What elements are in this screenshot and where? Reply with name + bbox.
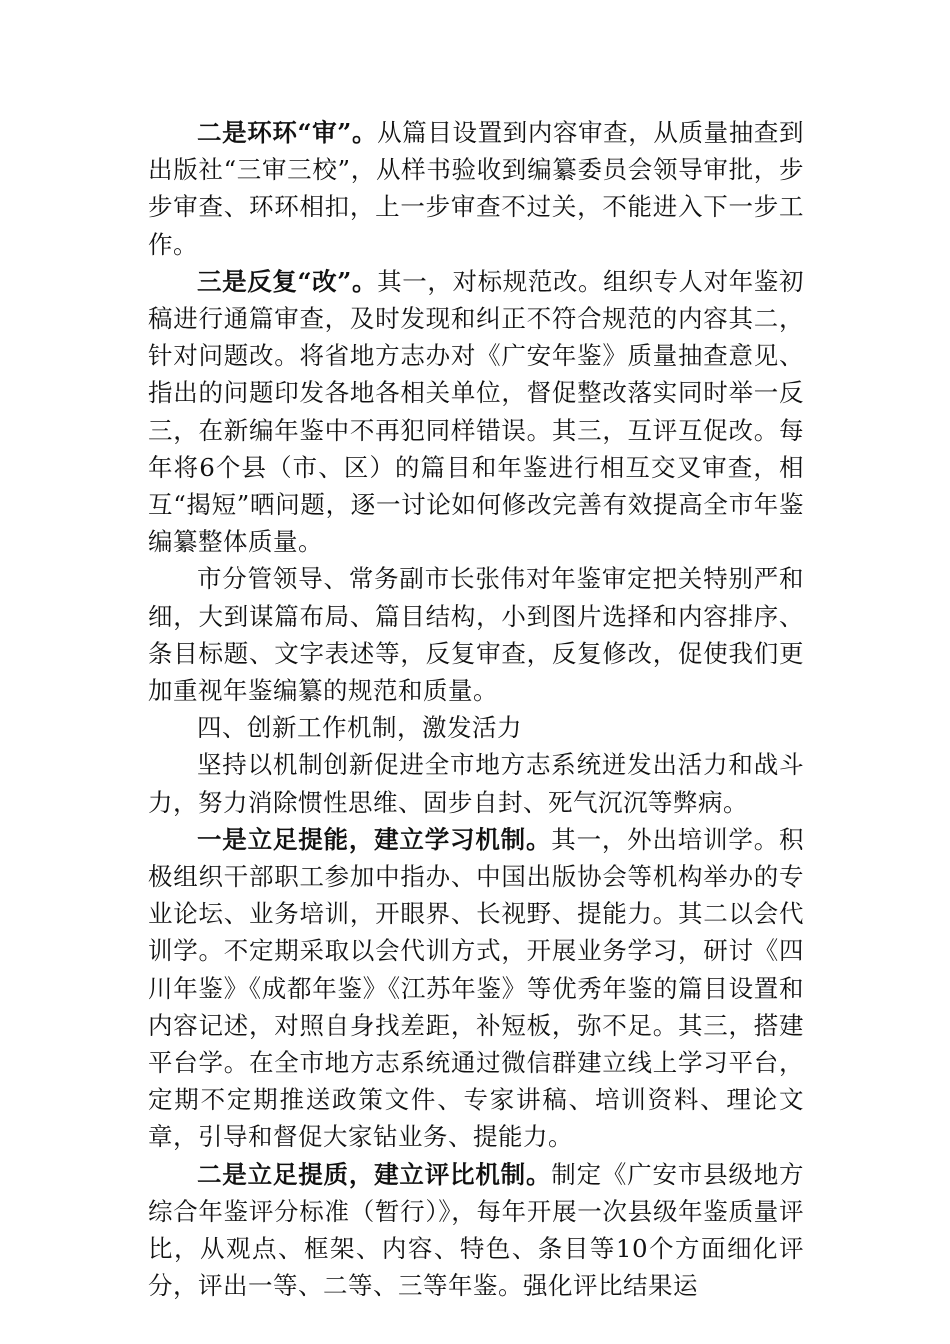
paragraph-lead: 三是反复“改”。: [197, 266, 378, 296]
paragraph-evaluation-mechanism: [148, 1156, 804, 1305]
paragraph-text: 市分管领导、常务副市长张伟对年鉴审定把关特别严和细，大到谋篇布局、篇目结构，小到图片选择和内容排序、条目标题、文字表述等，反复审查，反复修改，促使我们更加重视年鉴编纂的规范和质量。: [148, 564, 804, 706]
paragraph-text: 从篇目设置到内容审查，从质量抽查到出版社“三审三校”，从样书验收到编纂委员会领导审批，步步审查、环环相扣，上一步审查不过关，不能进入下一步工作。: [148, 118, 804, 259]
paragraph-review-stages: [148, 114, 804, 263]
paragraph-lead: 二是立足提质，建立评比机制。: [197, 1159, 552, 1189]
paragraph-lead: 一是立足提能，建立学习机制。: [197, 824, 552, 854]
paragraph-text: 制定《广安市县级地方综合年鉴评分标准（暂行）》，每年开展一次县级年鉴质量评比，从观点、框架、内容、特色、条目等10个方面细化评分，评出一等、二等、三等年鉴。强化评比结果运: [148, 1159, 805, 1301]
paragraph-text: 其一，外出培训学。积极组织干部职工参加中指办、中国出版协会等机构举办的专业论坛、业务培训，开眼界、长视野、提能力。其二以会代训学。不定期采取以会代训方式，开展业务学习，研讨《四川年鉴》《成都年鉴》《江苏年鉴》等优秀年鉴的篇目设置和内容记述，对照自身找差距，补短板，弥不足。其三，搭建平台学。在全市地方志系统通过微信群建立线上学习平台，定期不定期推送政策文件、专家讲稿、培训资料、理论文章，引导和督促大家钻业务、提能力。: [148, 824, 805, 1152]
paragraph-mechanism-intro: [148, 746, 804, 820]
paragraph-repeated-revision: [148, 263, 804, 561]
paragraph-lead: 二是环环“审”。: [197, 118, 378, 147]
document-body: [148, 114, 804, 1305]
paragraph-learning-mechanism: [148, 821, 804, 1156]
paragraph-text: 坚持以机制创新促进全市地方志系统迸发出活力和战斗力，努力消除惯性思维、固步自封、死气沉沉等弊病。: [148, 750, 804, 817]
section-heading: 四、创新工作机制，激发活力: [197, 713, 522, 743]
paragraph-leadership-review: [148, 560, 804, 709]
paragraph-text: 其一，对标规范改。组织专人对年鉴初稿进行通篇审查，及时发现和纠正不符合规范的内容其二，针对问题改。将省地方志办对《广安年鉴》质量抽查意见、指出的问题印发各地各相关单位，督促整改落实同时举一反三，在新编年鉴中不再犯同样错误。其三，互评互促改。每年将6个县（市、区）的篇目和年鉴进行相互交叉审查，相互“揭短”晒问题，逐一讨论如何修改完善有效提高全市年鉴编纂整体质量。: [148, 266, 804, 557]
